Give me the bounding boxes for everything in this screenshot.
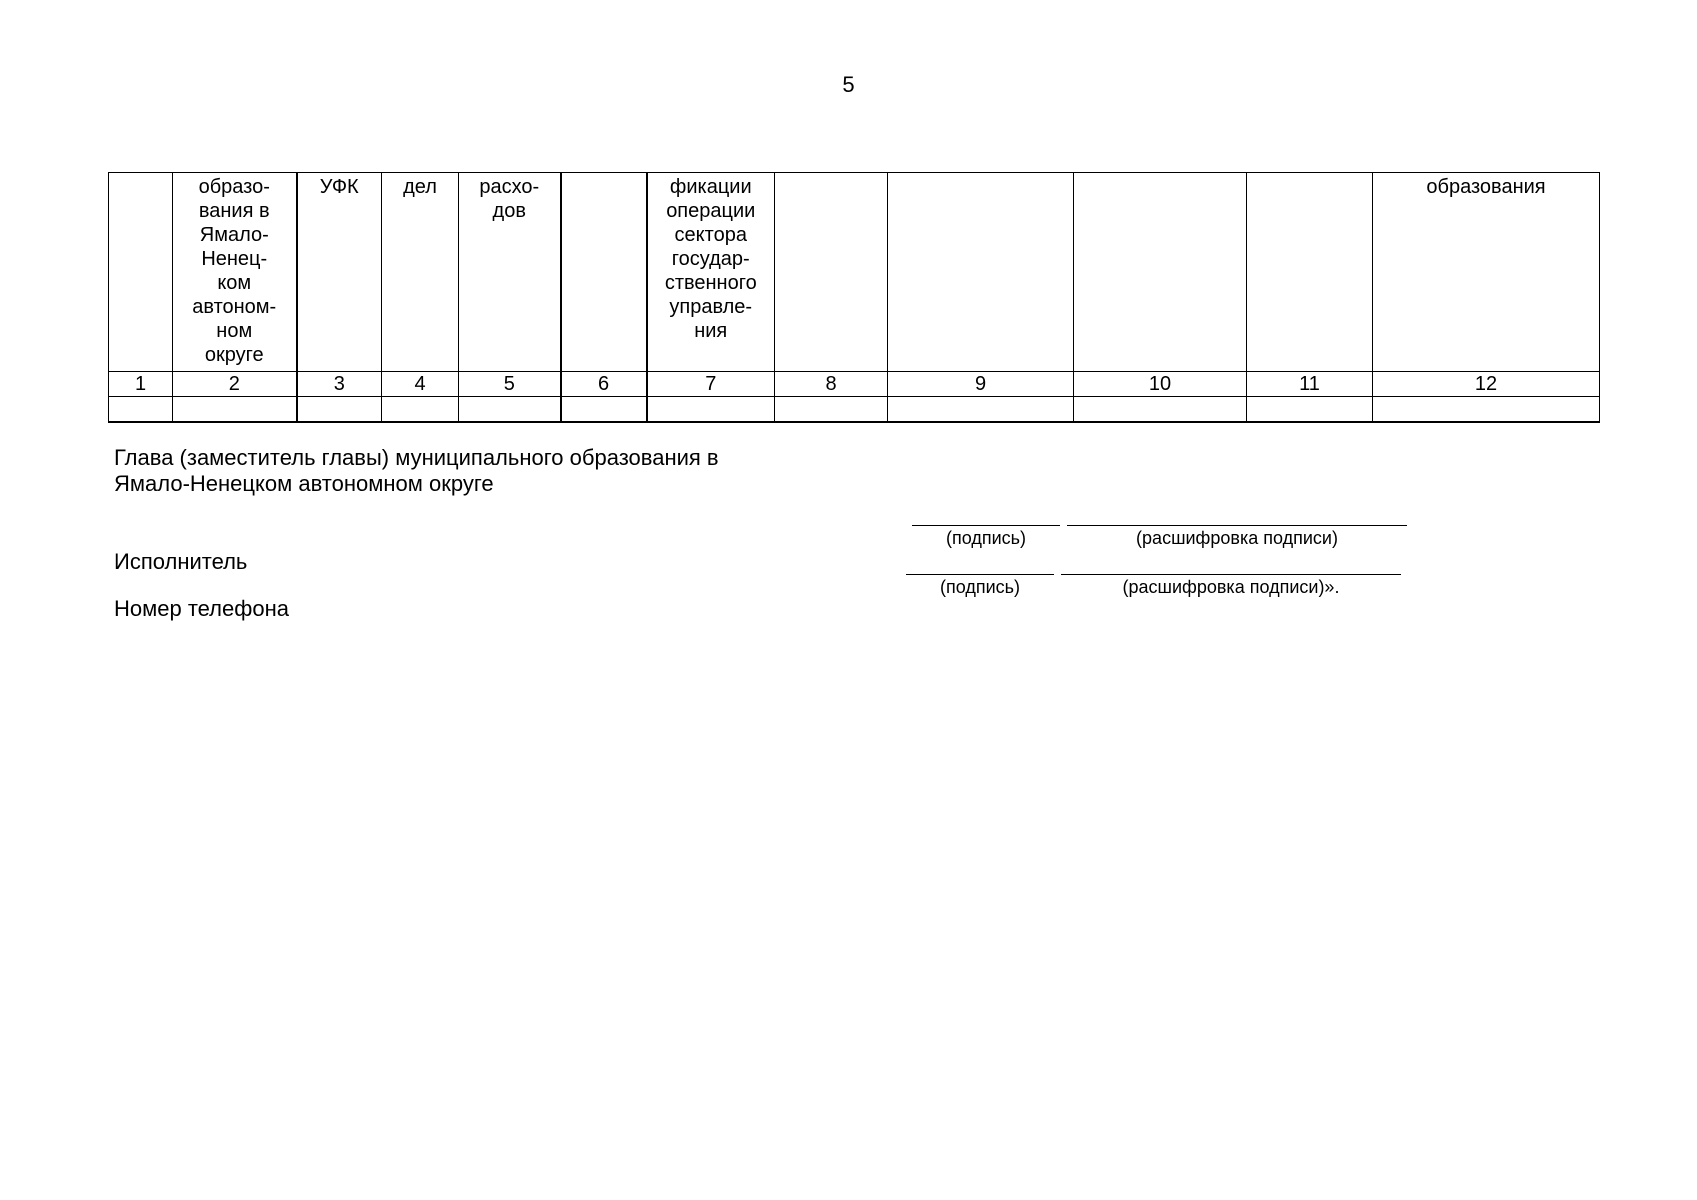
column-number: 12: [1373, 372, 1600, 397]
table-header-row: [109, 173, 1600, 372]
column-number: 1: [109, 372, 173, 397]
header-cell-1: [109, 173, 173, 372]
column-number: 5: [459, 372, 561, 397]
column-number: 7: [647, 372, 775, 397]
head-signature-line: [912, 525, 1060, 526]
table-cell: [1373, 397, 1600, 423]
executor-decoding-caption: (расшифровка подписи)».: [1122, 577, 1340, 597]
executor-signature-caption: (подпись): [939, 577, 1021, 597]
header-cell-9: [888, 173, 1074, 372]
executor-decoding-line: [1061, 574, 1401, 575]
header-cell-6: [561, 173, 647, 372]
head-decoding-caption: (расшифровка подписи): [1136, 528, 1338, 548]
header-cell-3: УФК: [297, 173, 382, 372]
header-cell-4: дел: [382, 173, 459, 372]
column-number: 8: [775, 372, 888, 397]
table-cell: [297, 397, 382, 423]
table-data-row: [109, 397, 1600, 423]
phone-label: Номер телефона: [114, 596, 289, 621]
column-number: 10: [1074, 372, 1247, 397]
table-cell: [173, 397, 297, 423]
header-cell-11: [1247, 173, 1373, 372]
page-number: 5: [842, 72, 855, 97]
head-decoding-line: [1067, 525, 1407, 526]
table-cell: [459, 397, 561, 423]
column-number-row: [109, 372, 1600, 397]
column-number: 2: [173, 372, 297, 397]
report-table: [108, 172, 1600, 423]
executor-label: Исполнитель: [114, 549, 248, 574]
header-cell-12: образования: [1373, 173, 1600, 372]
header-cell-5: расхо- дов: [459, 173, 561, 372]
table-cell: [1074, 397, 1247, 423]
header-cell-2: образо- вания в Ямало- Ненец- ком автоном- ном округе: [173, 173, 297, 372]
table-cell: [1247, 397, 1373, 423]
header-cell-8: [775, 173, 888, 372]
table-cell: [382, 397, 459, 423]
column-number: 11: [1247, 372, 1373, 397]
header-cell-10: [1074, 173, 1247, 372]
table-cell: [775, 397, 888, 423]
header-cell-7: фикации операции сектора государ- ственного управле- ния: [647, 173, 775, 372]
column-number: 9: [888, 372, 1074, 397]
table-cell: [561, 397, 647, 423]
column-number: 3: [297, 372, 382, 397]
table-cell: [109, 397, 173, 423]
column-number: 4: [382, 372, 459, 397]
column-number: 6: [561, 372, 647, 397]
table-cell: [888, 397, 1074, 423]
head-signature-caption: (подпись): [945, 528, 1027, 548]
head-title-label: Глава (заместитель главы) муниципального образования в Ямало-Ненецком автономном округе: [114, 445, 719, 496]
table-cell: [647, 397, 775, 423]
executor-signature-line: [906, 574, 1054, 575]
